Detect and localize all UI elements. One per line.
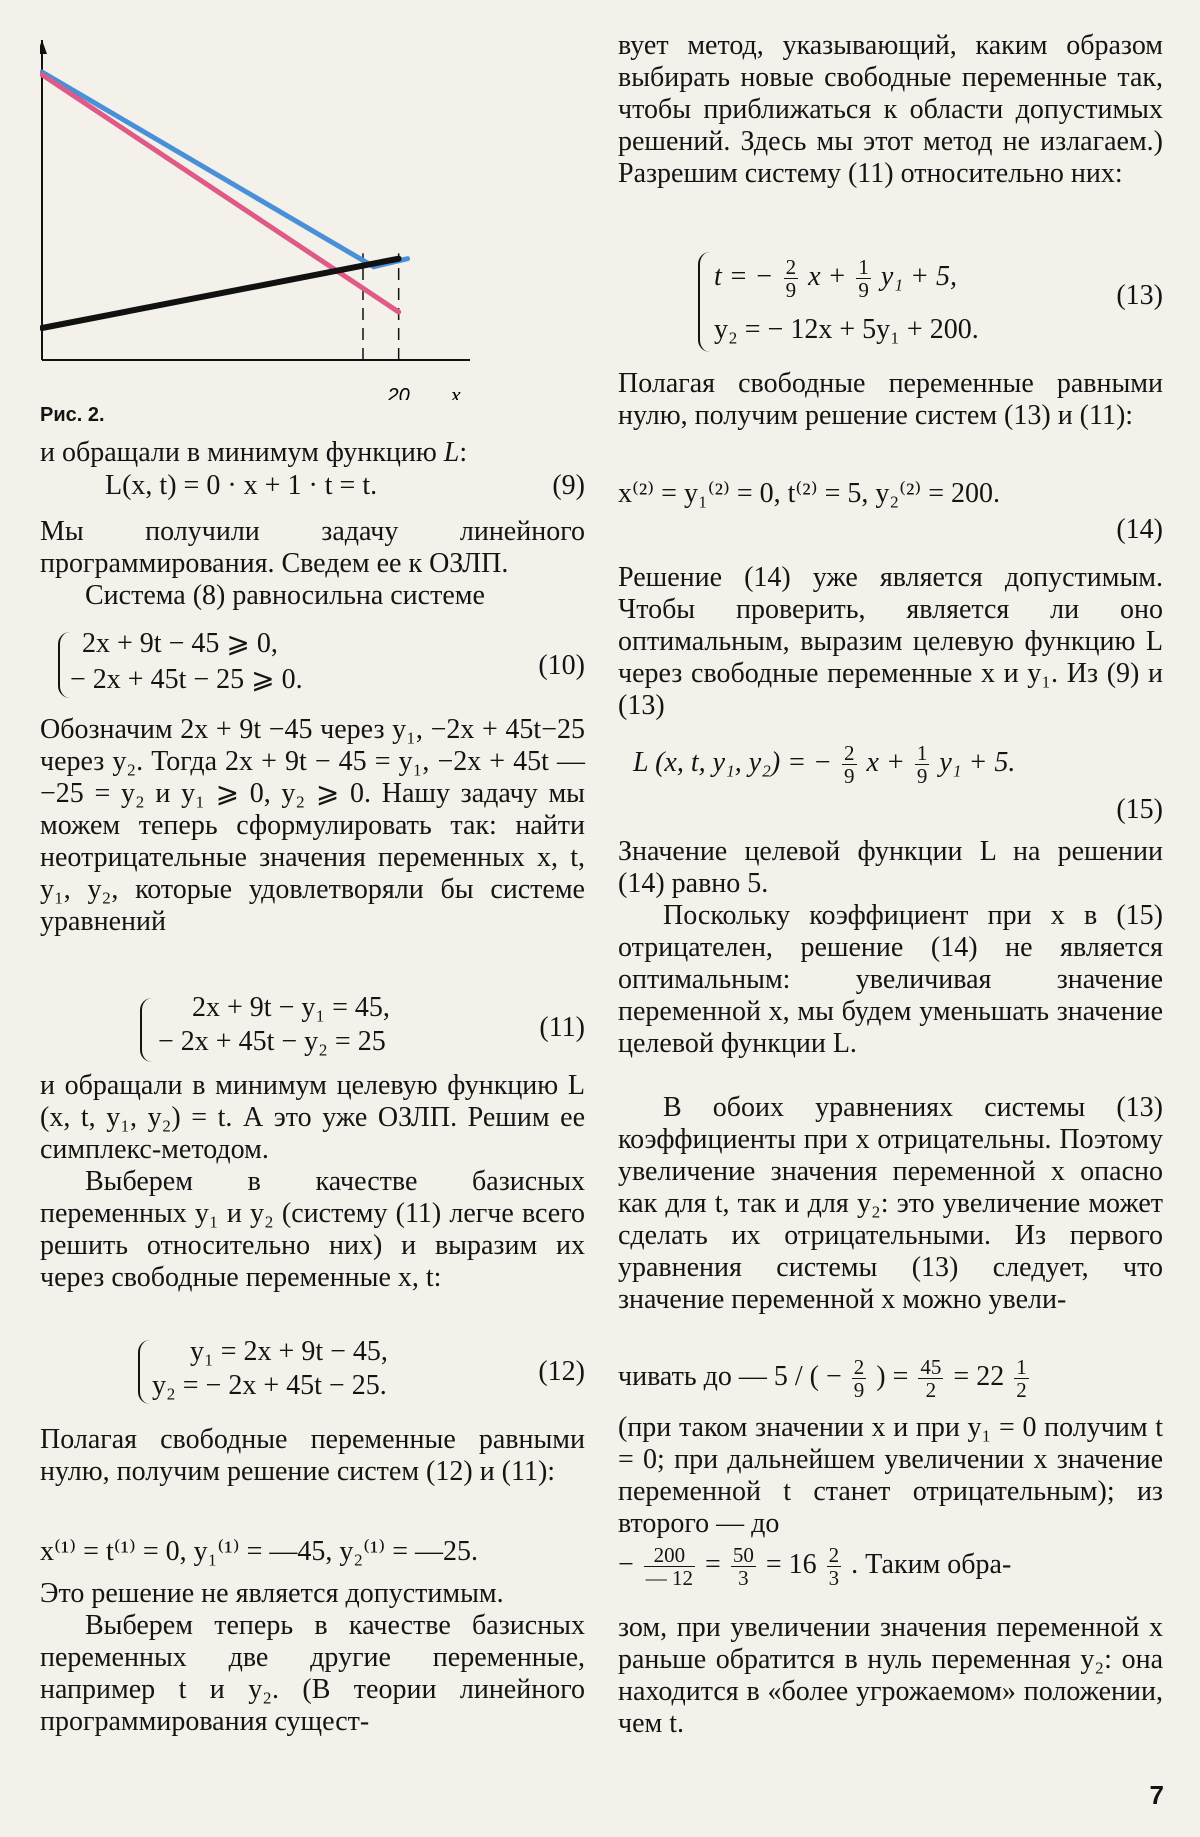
eq13a-frac-2-den: 9 (858, 278, 869, 302)
solution-1: x⁽¹⁾ = t⁽¹⁾ = 0, y₁⁽¹⁾ = —45, y₂⁽¹⁾ = —25. (40, 1536, 479, 1567)
equation-12a: y₁ = 2x + 9t − 45, (190, 1336, 388, 1367)
equation-16 (618, 1356, 1032, 1401)
solution-2: x⁽²⁾ = y₁⁽²⁾ = 0, t⁽²⁾ = 5, y₂⁽²⁾ = 200. (618, 478, 1001, 509)
right-paragraph-1: вует метод, указывающий, каким образом выбирать новые свободные переменные так, чтобы приближаться к области допустимых решений. Здесь мы этот метод не излагаем.) Разрешим систему (11) относительно них: (618, 30, 1163, 189)
equation-15-number: (15) (1116, 794, 1163, 825)
eq17-frac-1-num: 200 (644, 1544, 695, 1567)
equation-9-number: (9) (552, 470, 585, 501)
chart-series (42, 72, 408, 328)
eq17-frac-2-den: 3 (738, 1566, 749, 1590)
eq17-frac-3 (827, 1544, 842, 1589)
left-paragraph-7: Полагая свободные переменные равными нулю, получим решение систем (12) и (11): (40, 1424, 585, 1487)
eq16-frac-1-den: 9 (853, 1378, 865, 1402)
series-line-blue (42, 72, 408, 267)
equation-10a: 2x + 9t − 45 ⩾ 0, (82, 628, 278, 659)
equation-11-number: (11) (539, 1012, 585, 1043)
equation-12-number: (12) (538, 1356, 585, 1387)
eq13a-frac-2-num: 1 (858, 255, 869, 279)
equation-12b: y₂ = − 2x + 45t − 25. (152, 1370, 387, 1401)
eq16-frac-3-den: 2 (1016, 1378, 1027, 1402)
right-paragraph-5: Поскольку коэффициент при x в (15) отрицателен, решение (14) не является оптимальным: увеличивая значение переменной x, мы будем уменьшать значение целевой функции L. (618, 900, 1163, 1059)
eq15-frac-2-num: 1 (916, 741, 928, 765)
equation-11a: 2x + 9t − y₁ = 45, (192, 992, 390, 1023)
right-paragraph-3: Решение (14) уже является допустимым. Чтобы проверить, является ли оно оптимальным, выразим целевую функцию L через свободные переменные x и y₁. Из (9) и (13) (618, 562, 1163, 721)
eq15-frac-2-den: 9 (916, 764, 928, 788)
left-paragraph-6: Выберем в качестве базисных переменных y₁ и y₂ (систему (11) легче всего решить относительно них) и выразим их через свободные переменные x, t: (40, 1166, 585, 1293)
figure (40, 30, 480, 426)
left-paragraph-5: и обращали в минимум целевую функцию L (x, t, y₁, y₂) = t. А это уже ОЗЛП. Решим ее симплекс-методом. (40, 1070, 585, 1165)
left-paragraph-8: Это решение не является допустимым. (40, 1578, 504, 1609)
eq16-frac-3-num: 1 (1016, 1355, 1027, 1379)
brace-10 (58, 632, 70, 698)
left-paragraph-4: Обозначим 2x + 9t −45 через y₁, −2x + 45t−25 через y₂. Тогда 2x + 9t − 45 = y₁, −2x + 45t — −25 = y₂ и y₁ ⩾ 0, y₂ ⩾ 0. Нашу задачу мы можем теперь сформулировать так: найти неотрицательные значения переменных x, t, y₁, y₂, которые удовлетворяли бы системе уравнений (40, 714, 585, 937)
eq16-post: = 22 (953, 1360, 1005, 1392)
left-paragraph-3: Система (8) равносильна системе (85, 580, 485, 611)
eq16-frac-1 (852, 1356, 867, 1401)
eq17-mid: = (705, 1548, 721, 1580)
eq16-pre: чивать до — 5 / ( − (618, 1360, 842, 1392)
x-axis-label: x (450, 382, 461, 400)
series-line-black (42, 259, 399, 328)
eq17-pre: − (618, 1548, 634, 1580)
eq15-mid: x + (866, 746, 905, 778)
eq16-mid: ) = (876, 1360, 909, 1392)
chart (40, 30, 480, 400)
eq15-frac-1-den: 9 (844, 764, 855, 788)
brace-13 (698, 252, 710, 352)
equation-17 (618, 1544, 1011, 1589)
right-paragraph-7: (при таком значении x и при y₁ = 0 получим t = 0; при дальнейшем увеличении x значение переменной t станет отрицательным); из второго — до (618, 1412, 1163, 1539)
equation-13b: y₂ = − 12x + 5y₁ + 200. (714, 314, 979, 345)
eq13a-frac-2 (856, 256, 871, 301)
right-paragraph-6: В обоих уравнениях системы (13) коэффициенты при x отрицательны. Поэтому увеличение значения переменной x опасно как для t, так и для y₂: это увеличение может сделать их отрицательными. Из первого уравнения системы (13) следует, что значение переменной x можно увели- (618, 1092, 1163, 1315)
eq17-frac-1-den: — 12 (645, 1566, 694, 1590)
eq13a-pre: t = − (714, 260, 774, 292)
left-paragraph-1: и обращали в минимум функцию L: (40, 437, 468, 468)
equation-11b: − 2x + 45t − y₂ = 25 (158, 1026, 386, 1057)
eq17-frac-1 (644, 1544, 695, 1589)
figure-caption: Рис. 2. (40, 404, 105, 426)
chart-axes (40, 40, 470, 360)
eq15-frac-1-num: 2 (844, 741, 855, 765)
eq13a-frac-1-num: 2 (785, 255, 797, 279)
eq13a-mid: x + (808, 260, 847, 292)
left-paragraph-2: Мы получили задачу линейного программирования. Сведем ее к ОЗЛП. (40, 516, 585, 579)
eq15-frac-2 (915, 742, 930, 787)
eq17-frac-3-den: 3 (828, 1566, 840, 1590)
equation-10-number: (10) (538, 650, 585, 681)
eq13a-frac-1-den: 9 (785, 278, 797, 302)
x-tick-label-20: 20 (387, 385, 410, 400)
eq17-tail: . Таким обра- (851, 1548, 1012, 1580)
right-paragraph-8: зом, при увеличении значения переменной x раньше обратится в нуль переменная y₂: она находится в «более угрожаемом» положении, чем t. (618, 1612, 1163, 1739)
eq16-frac-2 (918, 1356, 943, 1401)
page-number: 7 (1149, 1780, 1164, 1810)
right-paragraph-4: Значение целевой функции L на решении (14) равно 5. (618, 836, 1163, 899)
equation-13a (714, 256, 957, 301)
eq17-frac-2 (731, 1544, 756, 1589)
eq17-frac-2-num: 50 (732, 1543, 754, 1567)
equation-10b: − 2x + 45t − 25 ⩾ 0. (70, 664, 303, 695)
eq16-frac-2-den: 2 (925, 1378, 937, 1402)
eq17-post: = 16 (765, 1548, 817, 1580)
eq15-frac-1 (842, 742, 857, 787)
eq16-frac-2-num: 45 (920, 1355, 942, 1379)
eq15-post: y₁ + 5. (939, 746, 1016, 778)
eq13a-frac-1 (784, 256, 799, 301)
left-p1-text: и обращали в минимум функцию (40, 437, 437, 468)
equation-13-number: (13) (1116, 280, 1163, 311)
chart-labels (387, 382, 461, 400)
right-paragraph-2: Полагая свободные переменные равными нулю, получим решение систем (13) и (11): (618, 368, 1163, 431)
brace-12 (138, 1340, 150, 1404)
eq13a-post: y₁ + 5, (880, 260, 957, 292)
left-paragraph-9: Выберем теперь в качестве базисных переменных две другие переменные, например t и y₂. (В теории линейного программирования сущест- (40, 1610, 585, 1737)
brace-11 (140, 998, 152, 1062)
eq16-frac-1-num: 2 (853, 1355, 865, 1379)
series-line-red (42, 75, 399, 312)
eq15-pre: L (x, t, y₁, y₂) = − (633, 746, 833, 778)
equation-15 (633, 742, 1015, 787)
left-p1-var: L (443, 437, 460, 468)
equation-14-number: (14) (1116, 514, 1163, 545)
equation-9: L(x, t) = 0 · x + 1 · t = t. (105, 470, 378, 501)
eq17-frac-3-num: 2 (828, 1543, 840, 1567)
eq16-frac-3 (1014, 1356, 1029, 1401)
